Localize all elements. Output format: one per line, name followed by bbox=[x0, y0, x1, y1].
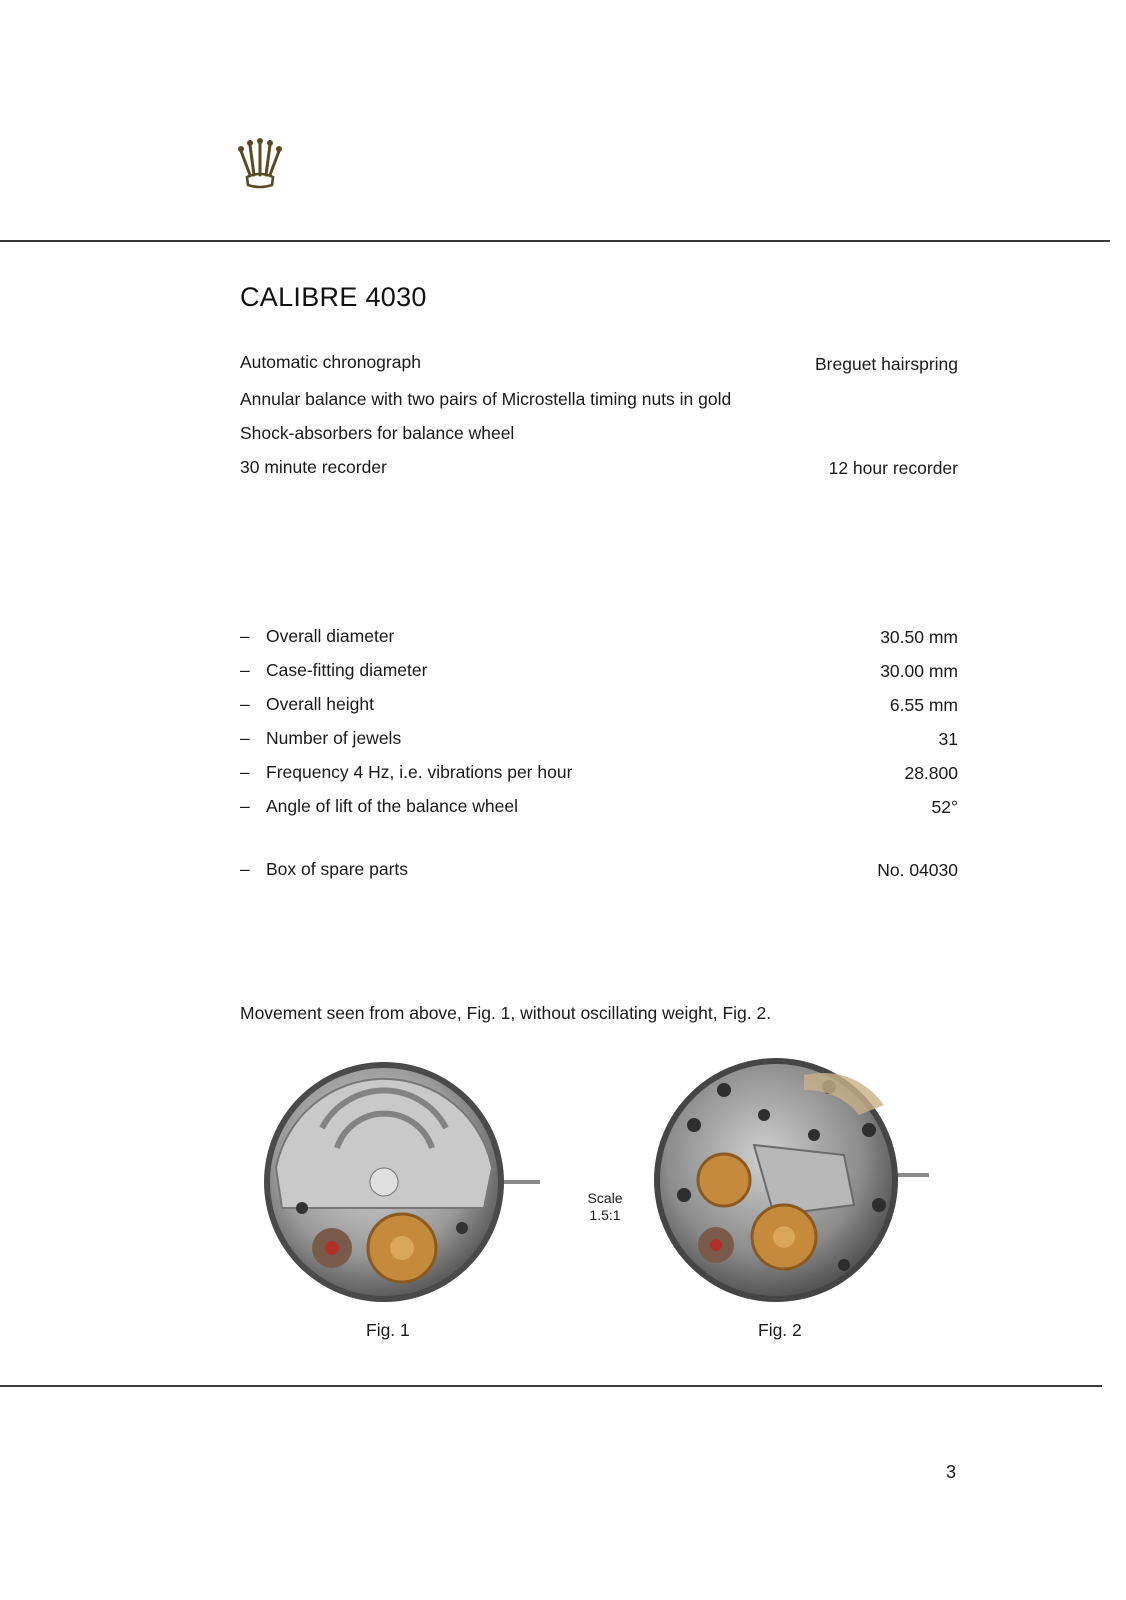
spec-label: Frequency 4 Hz, i.e. vibrations per hour bbox=[266, 762, 573, 782]
spec-value: 52° bbox=[931, 797, 958, 817]
movement-fig2-image bbox=[654, 1055, 944, 1307]
spec-value: 28.800 bbox=[904, 763, 958, 783]
spec-label: Case-fitting diameter bbox=[266, 660, 428, 680]
spec-dash: – bbox=[240, 762, 250, 782]
scale-value: 1.5:1 bbox=[589, 1207, 621, 1223]
spec-label: Number of jewels bbox=[266, 728, 402, 748]
spec-value: 6.55 mm bbox=[889, 695, 958, 715]
spare-parts-label: Box of spare parts bbox=[266, 859, 409, 879]
header-rule bbox=[0, 240, 1110, 242]
feature-automatic: Automatic chronograph bbox=[240, 352, 421, 372]
page-number: 3 bbox=[945, 1462, 956, 1482]
spare-parts-value: No. 04030 bbox=[877, 860, 958, 880]
spec-dash: – bbox=[240, 728, 250, 748]
crown-logo-icon bbox=[232, 137, 288, 193]
spec-dash: – bbox=[240, 796, 250, 816]
feature-hairspring: Breguet hairspring bbox=[815, 354, 958, 374]
feature-balance: Annular balance with two pairs of Microstella timing nuts in gold bbox=[240, 389, 732, 409]
fig1-label: Fig. 1 bbox=[366, 1320, 410, 1340]
feature-recorder-12: 12 hour recorder bbox=[828, 458, 958, 478]
scale-note bbox=[580, 1190, 630, 1224]
spec-dash: – bbox=[240, 660, 250, 680]
spec-value: 31 bbox=[938, 729, 958, 749]
figure-caption: Movement seen from above, Fig. 1, without oscillating weight, Fig. 2. bbox=[240, 1003, 772, 1023]
feature-shock: Shock-absorbers for balance wheel bbox=[240, 423, 515, 443]
spec-label: Overall height bbox=[266, 694, 374, 714]
scale-label: Scale bbox=[587, 1190, 623, 1206]
spec-value: 30.00 mm bbox=[880, 661, 958, 681]
feature-recorder-30: 30 minute recorder bbox=[240, 457, 387, 477]
spec-dash: – bbox=[240, 626, 250, 646]
fig2-label: Fig. 2 bbox=[758, 1320, 802, 1340]
spare-parts-dash: – bbox=[240, 859, 250, 879]
footer-rule bbox=[0, 1385, 1102, 1387]
page-title: CALIBRE 4030 bbox=[240, 282, 427, 312]
spec-label: Angle of lift of the balance wheel bbox=[266, 796, 518, 816]
spec-label: Overall diameter bbox=[266, 626, 395, 646]
movement-fig1-image bbox=[262, 1058, 552, 1308]
spec-dash: – bbox=[240, 694, 250, 714]
spec-value: 30.50 mm bbox=[880, 627, 958, 647]
